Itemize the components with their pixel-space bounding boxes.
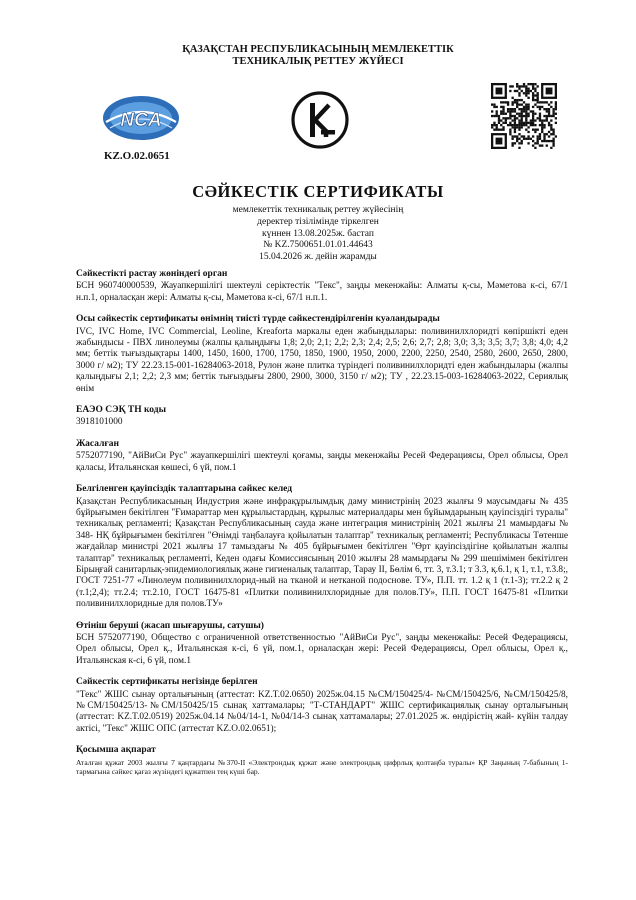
certificate-body [76, 269, 568, 787]
certificate-number: № KZ.7500651.01.01.44643 [263, 240, 373, 251]
registration-info-line: деректер тізілімінде тіркелген [257, 216, 379, 227]
manufacturer-section [76, 439, 568, 474]
section-heading: ЕАЭО СЭҚ ТН коды [76, 405, 166, 416]
section-heading: Сәйкестік сертификаты негізінде берілген [76, 677, 258, 688]
section-text: 5752077190, "АйВиСи Рус" жауапкершілігі шектеулі қоғамы, заңды мекенжайы Ресей Федерациясы, Орел облысы, Орел қаласы, Итальянская көшесі, 6 үй, пом.1 [76, 451, 568, 473]
tn-ved-code-section [76, 405, 568, 429]
applicant-section [76, 621, 568, 668]
section-text: Қазақстан Республикасының Индустрия және инфрақұрылымдық даму министрінің 2023 жылғы 9 маусымдағы № 435 бұйрығымен бекітілген "Ғимараттар мен құрылыстардың, құрылыс материалдары мен бұйымдарының қауіпсіздігі туралы" техникалық регламенті; Қазақстан Республикасының сауда және интеграция министрінің 2021 жылғы 21 мамырдағы № 348- НҚ бұйрығымен бекітілген "Өнімді таңбалауға қойылатын талаптар" техникалық регламенті; Республикасы Төтенше жағдайлар министрі 2021 жылғы 17 тамыздағы № 405 бұйрығымен бекітілген "Өрт қауіпсіздігіне қойылатын жалпы талаптар" техникалық регламенті, Кеден одағы Комиссиясының 2010 жылғы 28 мамырдағы № 299 шешімімен бекітілген Бірыңғай санитарлық-эпидемиологиялық және гигиеналық талаптар, Тарау II, Бөлім 6, тт. 3, т.3.1; т 3.3, қ.6.1, қ 1, т.1, т.3.8;, ГОСТ 7251-77 «Линолеум поливинилхлорид-ный на тканой и нетканой подоснове. ТУ», П.П. тт. 1.2 қ 1 (т.1-3); тт.2.2 қ 2 (т.1;2,4); тт.2.4; тт.2.10, ГОСТ 16475-81 «Плитки поливинилхлоридные для полов.ТУ», П.П. ГОСТ 16475-81 «Плитки поливинилхлоридные для полов.ТУ» [76, 496, 568, 610]
svg-text:NCA: NCA [120, 110, 162, 131]
additional-info-section [76, 745, 568, 776]
product-section [76, 314, 568, 395]
kz-conformity-mark-icon [290, 90, 350, 150]
authority-line-1: ҚАЗАҚСТАН РЕСПУБЛИКАСЫНЫҢ МЕМЛЕКЕТТІК [182, 44, 454, 55]
section-text: Аталған құжат 2003 жылғы 7 қаңтардағы №370-II «Электрондық құжат және электрондық цифрлық қолтаңба туралы» ҚР Заңының 7-бабының 1-тармағына сәйкес қағаз жүзіндегі құжатпен тең күші бар. [76, 757, 568, 777]
certification-body-section [76, 269, 568, 304]
section-text: IVC, IVC Home, IVC Commercial, Leoline, Kreaforta маркалы еден жабындылары: поливинилхлоридті көпіршікті еден жабындысы - ПВХ линолеумы (жалпы қалыңдығы 1,8; 2,0; 2,1; 2,2; 2,3; 2,4; 2,5; 2,6; 2,7; 2,8; 3,0; 3,3; 3,5; 3,7; 3,8; 4,0; 4,2 мм; беттік тығыздықтары 1400, 1450, 1600, 1700, 1750, 1850, 1900, 1950, 2000, 2200, 2250, 2540, 2580, 2600, 2650, 2800, 3000 г/ м2); ТУ 22.23.15-001-16284063-2018, Рулон және плитка түріндегі поливинилхлоридті еден жабындылары (жалпы қалыңдығы 2,1; 2,2; 2,3 мм; беттік тығыздығы 2800, 2900, 3000, 3150 г/ м2); ТУ , 22.23.15-003-16284063-2022, Сериялық өнім [76, 326, 568, 394]
section-heading: Өтініш беруші (жасап шығарушы, сатушы) [76, 620, 264, 631]
authority-line-2: ТЕХНИКАЛЫҚ РЕТТЕУ ЖҮЙЕСІ [232, 56, 404, 67]
registration-number: KZ.O.02.0651 [104, 150, 170, 162]
section-heading: Жасалған [76, 438, 119, 449]
section-text: БСН 5752077190, Общество с ограниченной ответственностью "АйВиСи Рус", заңды мекенжайы: Ресей Федерациясы, Орел облысы, Орел қ., Итальянская к-сі, 6 үй, пом.1, орналасқан жері: Ресей Федерациясы, Орел облысы, Орел қ., Итальянская к-сі, 6 үй, пом.1 [76, 632, 568, 666]
section-text: 3918101000 [76, 417, 123, 428]
section-heading: Сәйкестікті растау жөніндегі орган [76, 269, 228, 279]
safety-requirements-section [76, 484, 568, 610]
section-heading: Белгіленген қауіпсіздік талаптарына сәйкес келед [76, 484, 293, 495]
certificate-title: СӘЙКЕСТІК СЕРТИФИКАТЫ [192, 182, 444, 201]
validity-date: 15.04.2026 ж. дейін жарамды [259, 252, 377, 263]
registration-info [0, 205, 636, 264]
nca-logo-icon [100, 92, 182, 144]
registration-info-line: күннен 13.08.2025ж. бастап [262, 228, 374, 239]
basis-section [76, 677, 568, 735]
section-text: "Текс" ЖШС сынау орталығының (аттестат: KZ.T.02.0650) 2025ж.04.15 №СМ/150425/4- №СМ/150425/6, №СМ/150425/8, №СМ/150425/13-№СМ/150425/15 сынақ хаттамалары; "Т-СТАНДАРТ" ЖШС сертификациялық сынау орталығының (аттестат: KZ.T.02.0519) 2025ж.04.14 №04/14-1, №04/14-3 сынақ хаттамалары; 27.01.2025 ж. өндірістің жай- күйін талдау актісі, "Текс" ЖШС ОПС (аттестат KZ.O.02.0651); [76, 689, 568, 734]
section-heading: Қосымша ақпарат [76, 745, 156, 756]
issuing-authority [0, 44, 636, 68]
section-text: БСН 960740000539, Жауапкершілігі шектеулі серіктестік "Текс", заңды мекенжайы: Алматы қ-сы, Мәметова к-сі, 67/1 н.п.1, орналасқан жері: Алматы қ-сы, Мәметова к-сі, 67/1 н.п.1. [76, 281, 568, 303]
section-heading: Осы сәйкестік сертификаты өнімнің тиісті түрде сәйкестендірілгенін куәландырады [76, 314, 440, 325]
registration-info-line: мемлекеттік техникалық реттеу жүйесінің [232, 205, 404, 215]
qr-code-icon [491, 83, 557, 149]
